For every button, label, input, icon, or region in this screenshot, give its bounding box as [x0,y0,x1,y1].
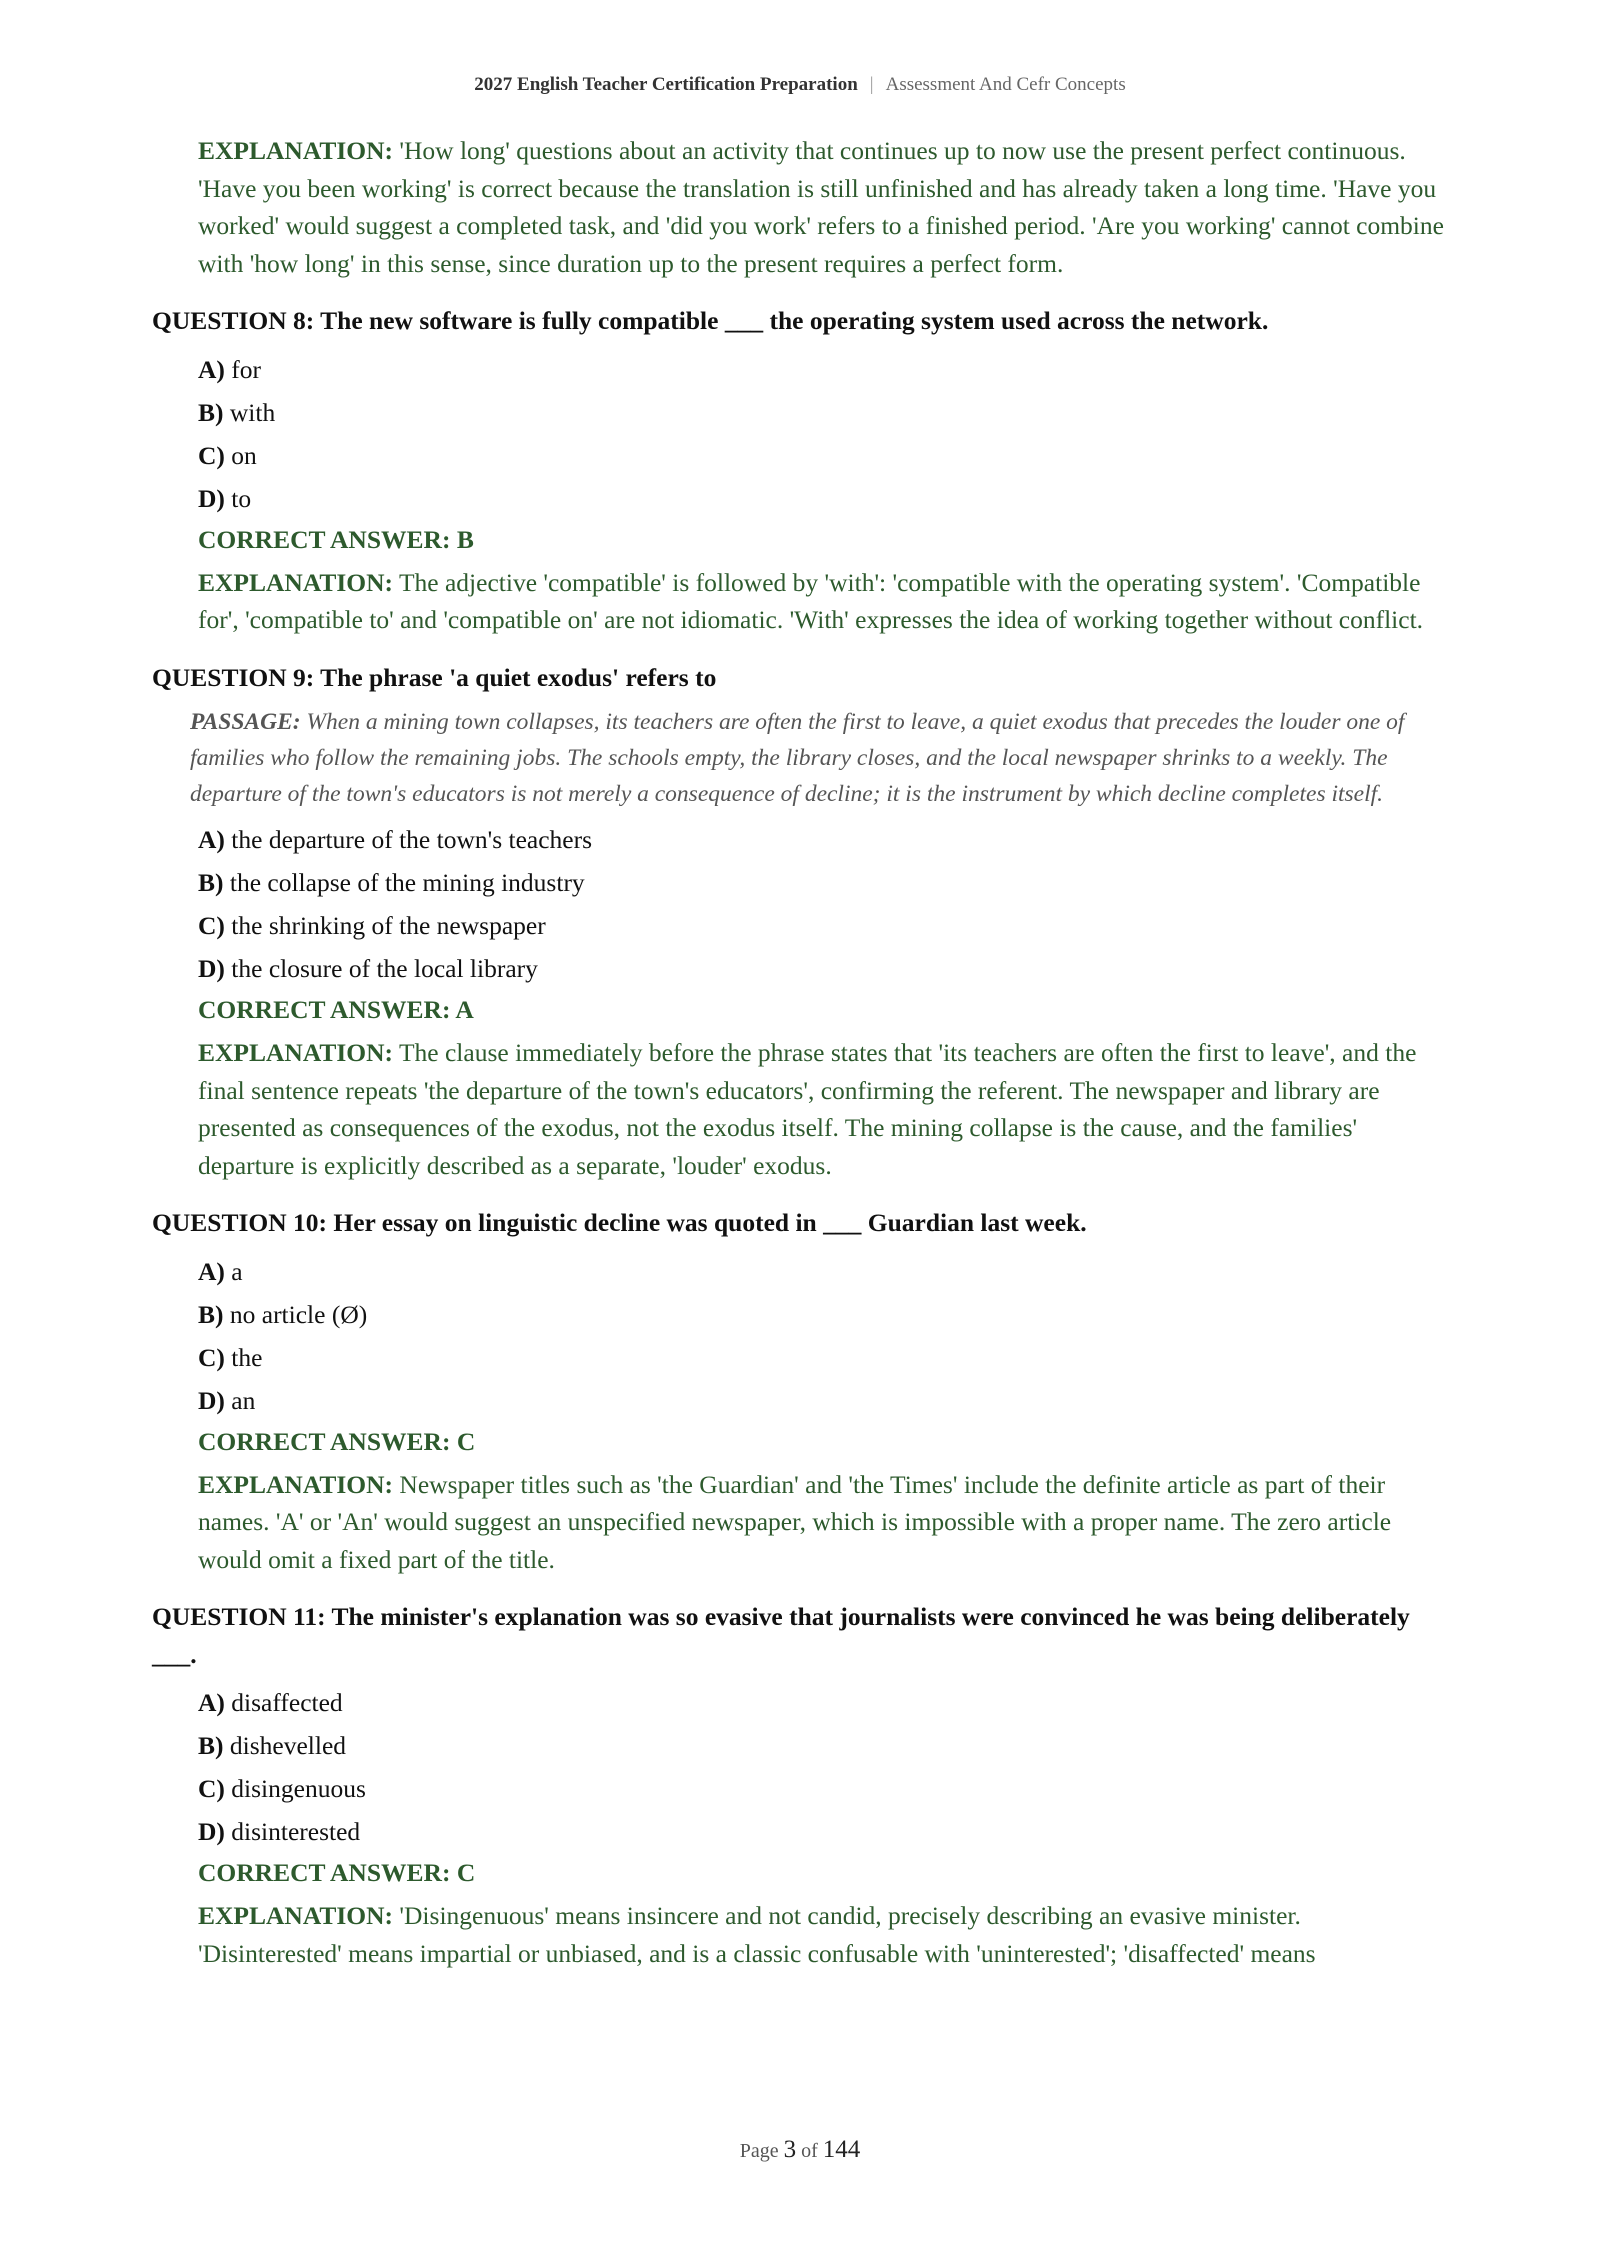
option-a [198,348,1448,391]
explanation-q7 [198,132,1448,282]
option-letter: D) [198,1385,225,1415]
correct-answer: CORRECT ANSWER: C [198,1426,476,1456]
option-list [198,348,1448,520]
page-footer [0,2136,1600,2164]
option-d [198,1379,1448,1422]
question-block-10 [152,1204,1448,1578]
page-number: 3 [783,2136,797,2163]
option-text: disingenuous [231,1774,366,1803]
option-letter: A) [198,1688,225,1717]
option-b [198,1724,1448,1767]
option-list [198,1250,1448,1422]
option-letter: D) [198,1817,225,1846]
option-text: no article (Ø) [229,1299,368,1329]
passage-text: When a mining town collapses, its teachers are often the first to leave, a quiet exodus that precedes the louder one of families who follow the remaining jobs. The schools empty, the library closes, and the local newspaper shrinks to a weekly. The departure of the town's educators is not merely a consequence of decline; it is the instrument by which decline completes itself. [190,709,1405,807]
option-a [198,1681,1448,1724]
explanation-text: The clause immediately before the phrase states that 'its teachers are often the first to leave', and the final sentence repeats 'the departure of the town's educators', confirming the referent. The newspaper and library are presented as consequences of the exodus, not the exodus itself. The mining collapse is the cause, and the families' departure is explicitly described as a separate, 'louder' exodus. [198,1038,1417,1180]
question-block-9 [152,659,1448,1185]
option-d [198,477,1448,520]
option-letter: B) [198,397,224,427]
option-b [198,861,1448,904]
explanation-label: EXPLANATION: [198,1901,394,1930]
explanation-label: EXPLANATION: [198,567,394,597]
option-c [198,1336,1448,1379]
page-content [152,132,1448,1972]
option-text: a [231,1256,243,1286]
correct-answer: CORRECT ANSWER: B [198,524,474,554]
question-title: QUESTION 9: The phrase 'a quiet exodus' refers to [152,662,717,692]
correct-answer: CORRECT ANSWER: C [198,1858,476,1887]
option-a [198,818,1448,861]
option-text: the departure of the town's teachers [231,825,593,854]
option-a [198,1250,1448,1293]
page-word: Page [739,2140,779,2162]
option-letter: B) [198,1299,224,1329]
option-list [198,1681,1448,1853]
passage-label: PASSAGE: [190,709,301,735]
page-header [0,74,1600,96]
option-letter: B) [198,1731,224,1760]
correct-answer: CORRECT ANSWER: A [198,995,474,1024]
explanation-text: The adjective 'compatible' is followed by 'with': 'compatible with the operating system'. 'Compatible for', 'compatible to' and 'compatible on' are not idiomatic. 'With' expresses the idea of working together without conflict. [198,567,1424,634]
option-letter: C) [198,911,225,940]
total-pages: 144 [822,2136,861,2163]
explanation-label: EXPLANATION: [198,1469,394,1499]
explanation [198,1034,1448,1184]
option-letter: A) [198,825,225,854]
explanation-text: 'How long' questions about an activity that continues up to now use the present perfect continuous. 'Have you been working' is correct because the translation is still unfinished and has already taken a long time. 'Have you worked' would suggest a completed task, and 'did you work' refers to a finished period. 'Are you working' cannot combine with 'how long' in this sense, since duration up to the present requires a perfect form. [198,136,1444,278]
explanation-text: Newspaper titles such as 'the Guardian' and 'the Times' include the definite article as part of their names. 'A' or 'An' would suggest an unspecified newspaper, which is impossible with a proper name. The zero article would omit a fixed part of the title. [198,1469,1392,1574]
option-d [198,947,1448,990]
option-letter: D) [198,954,225,983]
option-letter: A) [198,1256,225,1286]
explanation [198,1466,1448,1579]
question-block-8 [152,302,1448,639]
option-letter: C) [198,1774,225,1803]
option-d [198,1810,1448,1853]
explanation [198,1897,1448,1972]
option-text: for [231,354,262,384]
option-text: dishevelled [229,1731,347,1760]
of-word: of [801,2140,818,2162]
option-letter: B) [198,868,224,897]
explanation-label: EXPLANATION: [198,136,394,165]
option-letter: A) [198,354,225,384]
explanation [198,564,1448,639]
question-title: QUESTION 8: The new software is fully compatible ___ the operating system used across the network. [152,306,1269,335]
option-list [198,818,1448,990]
header-separator: | [869,74,874,95]
reading-passage [190,704,1448,812]
document-title: 2027 English Teacher Certification Preparation [474,74,858,95]
option-text: on [231,440,257,470]
option-text: to [231,483,252,513]
explanation-label: EXPLANATION: [198,1038,394,1067]
option-b [198,391,1448,434]
section-title: Assessment And Cefr Concepts [885,74,1126,95]
option-text: the collapse of the mining industry [229,868,585,897]
option-letter: D) [198,483,225,513]
option-text: the closure of the local library [231,954,538,983]
option-text: with [229,397,276,427]
option-c [198,1767,1448,1810]
option-text: disinterested [231,1817,361,1846]
question-block-11 [152,1598,1448,1972]
option-text: the [231,1342,263,1372]
option-c [198,904,1448,947]
option-letter: C) [198,440,225,470]
question-title: QUESTION 10: Her essay on linguistic decline was quoted in ___ Guardian last week. [152,1208,1087,1237]
question-title: QUESTION 11: The minister's explanation was so evasive that journalists were convinced he was being deliberately ___. [152,1602,1410,1669]
option-letter: C) [198,1342,225,1372]
option-c [198,434,1448,477]
explanation-text: 'Disingenuous' means insincere and not candid, precisely describing an evasive minister. 'Disinterested' means impartial or unbiased, and is a classic confusable with 'uninterested'; 'disaffected' means [198,1901,1316,1968]
option-b [198,1293,1448,1336]
option-text: disaffected [231,1688,343,1717]
option-text: an [231,1385,256,1415]
option-text: the shrinking of the newspaper [231,911,546,940]
